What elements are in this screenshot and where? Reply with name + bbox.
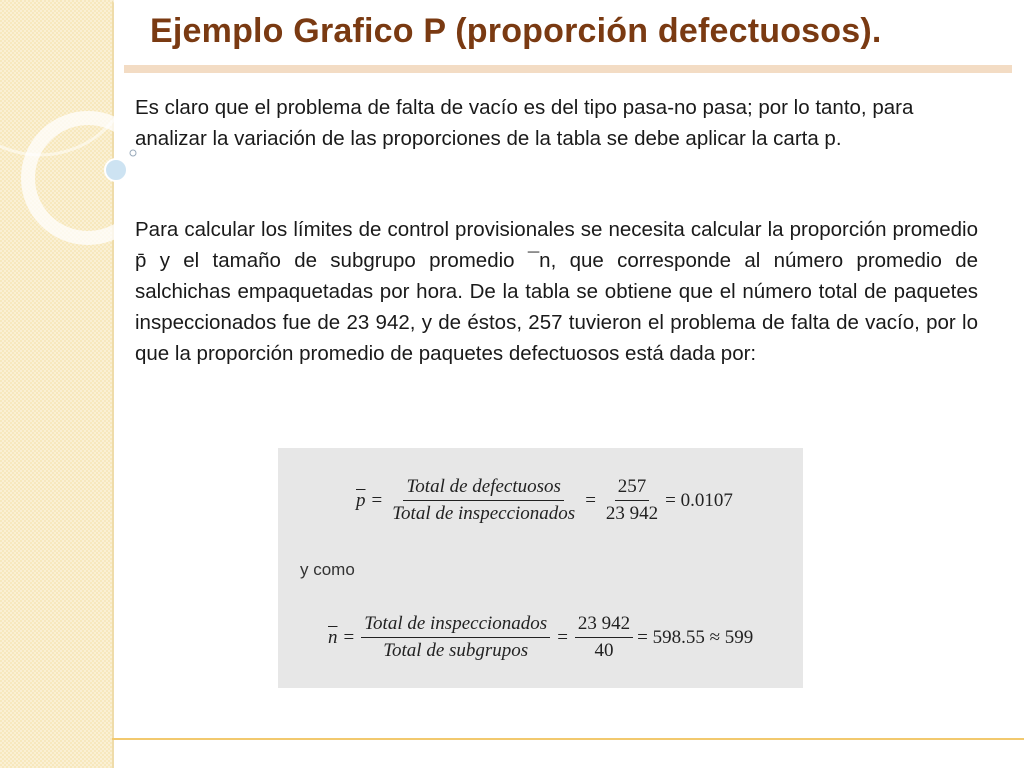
p-bar-value-numerator: 257 xyxy=(615,476,650,501)
footer-rule xyxy=(112,738,1024,740)
paragraph-calculation: Para calcular los límites de control provisionales se necesita calcular la proporción promedio p̄ y el tamaño de subgrupo promedio ¯n, que corresponde al número promedio de salchichas empaquetadas por hora. De la tabla se obtiene que el número total de paquetes inspeccionados fue de 23 942, y de éstos, 257 tuvieron el problema de falta de vacío, por lo que la proporción promedio de paquetes defectuosos está dada por: xyxy=(135,218,978,365)
n-bar-value-fraction xyxy=(575,613,633,662)
connector-text: y como xyxy=(300,560,355,579)
p-bar-formula xyxy=(356,476,733,525)
equals-sign: = xyxy=(585,489,596,511)
formula-panel xyxy=(278,448,803,688)
paragraph-intro: Es claro que el problema de falta de vacío es del tipo pasa-no pasa; por lo tanto, para analizar la variación de las proporciones de la tabla se debe aplicar la carta p. xyxy=(135,96,914,150)
n-bar-value-denominator: 40 xyxy=(594,640,614,661)
n-bar-value-numerator: 23 942 xyxy=(575,613,633,638)
n-bar-symbol: $\overline{n}$ xyxy=(328,626,338,648)
n-bar-result: = 598.55 ≈ 599 xyxy=(637,626,754,648)
p-bar-value-fraction xyxy=(603,476,661,525)
p-bar-result: = 0.0107 xyxy=(665,489,733,511)
slide-title: Ejemplo Grafico P (proporción defectuosos). xyxy=(150,12,882,50)
n-bar-formula xyxy=(328,613,753,662)
p-bar-symbol: $\overline{p}$ xyxy=(356,489,366,511)
p-bar-numerator: Total de defectuosos xyxy=(403,476,563,501)
title-underline xyxy=(124,65,1012,73)
decorative-side-band xyxy=(0,0,114,768)
equals-sign: = xyxy=(343,626,355,648)
n-bar-numerator: Total de inspeccionados xyxy=(361,613,550,638)
p-bar-fraction xyxy=(389,476,578,525)
decorative-circles xyxy=(0,0,150,768)
p-bar-value-denominator: 23 942 xyxy=(605,503,659,524)
n-bar-denominator: Total de subgrupos xyxy=(383,640,529,661)
n-bar-fraction xyxy=(361,613,550,662)
p-bar-denominator: Total de inspeccionados xyxy=(392,503,576,524)
equals-sign: = xyxy=(371,489,383,511)
equals-sign: = xyxy=(557,626,568,648)
